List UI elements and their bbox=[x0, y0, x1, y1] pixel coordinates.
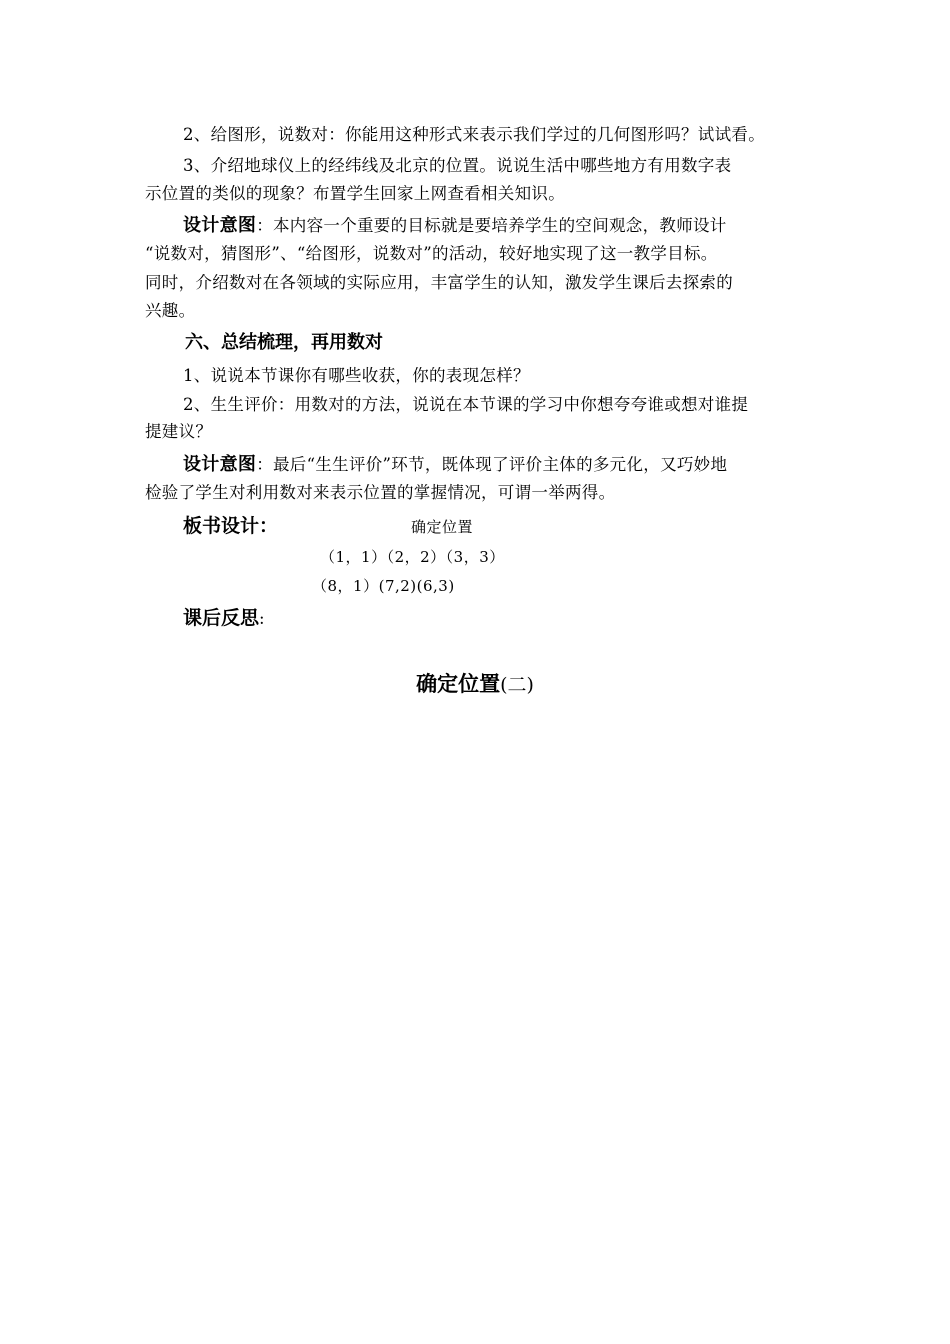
section5-item3-line1: 3、介绍地球仪上的经纬线及北京的位置。说说生活中哪些地方有用数字表 bbox=[183, 156, 732, 175]
section5-design-line3: 同时，介绍数对在各领域的实际应用，丰富学生的认知，激发学生课后去探索的 bbox=[145, 273, 733, 292]
design-intent-label: 设计意图 bbox=[183, 454, 257, 475]
next-section-title bbox=[0, 671, 950, 698]
board-design-label: 板书设计： bbox=[183, 515, 279, 537]
section6-design-line1 bbox=[183, 455, 815, 475]
design-intent-text: ：最后“生生评价”环节，既体现了评价主体的多元化，又巧妙地 bbox=[256, 455, 728, 474]
next-title-suffix: (二) bbox=[500, 674, 534, 696]
board-row-1: （1，1）（2，2）（3，3） bbox=[320, 548, 505, 566]
section6-item2-line1: 2、生生评价：用数对的方法，说说在本节课的学习中你想夸夸谁或想对谁提 bbox=[183, 395, 749, 414]
reflection-label: 课后反思 bbox=[183, 607, 260, 629]
reflection-colon: : bbox=[259, 609, 265, 628]
section5-design-line1 bbox=[183, 216, 815, 236]
board-row-2: （8，1）(7,2)(6,3) bbox=[312, 577, 455, 595]
section6-item1: 1、说说本节课你有哪些收获，你的表现怎样？ bbox=[183, 366, 530, 385]
section5-design-line2: “说数对，猜图形”、“给图形，说数对”的活动，较好地实现了这一教学目标。 bbox=[145, 244, 718, 263]
design-intent-text: ：本内容一个重要的目标就是要培养学生的空间观念，教师设计 bbox=[256, 216, 727, 235]
design-intent-label: 设计意图 bbox=[183, 215, 257, 236]
section5-item2: 2、给图形，说数对：你能用这种形式来表示我们学过的几何图形吗？试试看。 bbox=[183, 125, 765, 144]
next-title-main: 确定位置 bbox=[416, 672, 501, 696]
board-title: 确定位置 bbox=[411, 518, 474, 536]
section5-item3-line2: 示位置的类似的现象？布置学生回家上网查看相关知识。 bbox=[145, 184, 565, 203]
section5-design-line4: 兴趣。 bbox=[145, 301, 196, 320]
section6-item2-line2: 提建议？ bbox=[145, 422, 213, 441]
section6-heading: 六、总结梳理，再用数对 bbox=[185, 332, 383, 353]
section6-design-line2: 检验了学生对利用数对来表示位置的掌握情况，可谓一举两得。 bbox=[145, 483, 616, 502]
reflection-heading bbox=[183, 606, 265, 631]
